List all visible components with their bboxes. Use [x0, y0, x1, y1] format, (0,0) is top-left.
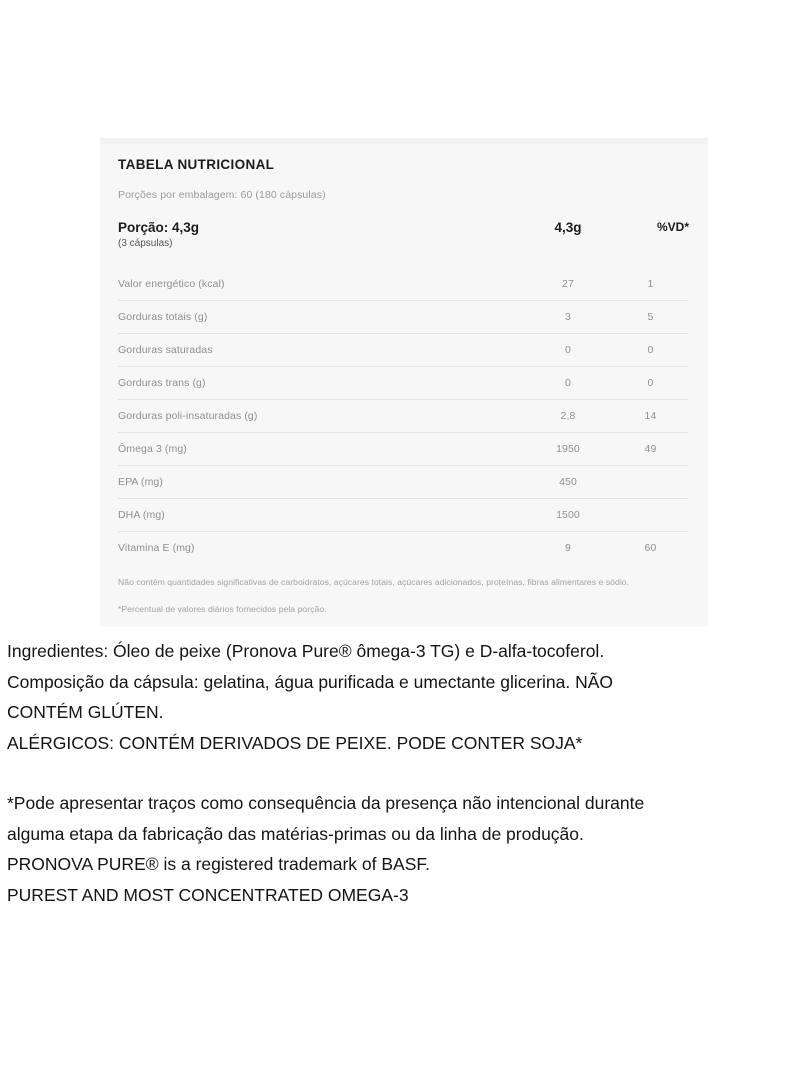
- page-title: TABELA NUTRICIONAL: [118, 157, 275, 172]
- nutrient-daily-value: 49: [613, 433, 688, 466]
- nutrition-table: [118, 268, 688, 564]
- copy-line: Composição da cápsula: gelatina, água purificada e umectante glicerina. NÃO: [7, 671, 614, 692]
- table-row: [118, 367, 688, 400]
- nutrient-amount: 450: [523, 466, 613, 499]
- nutrient-daily-value: 60: [644, 542, 657, 554]
- table-row: [118, 499, 688, 532]
- nutrient-name: Ômega 3 (mg): [118, 433, 523, 466]
- footnote-daily-value: *Percentual de valores diários fornecidos pela porção.: [118, 604, 327, 614]
- nutrition-table-body: [118, 268, 688, 564]
- nutrient-amount: 27: [523, 268, 613, 301]
- table-row: [118, 433, 688, 466]
- nutrient-name: Gorduras totais (g): [118, 301, 523, 334]
- copy-line: CONTÉM GLÚTEN.: [7, 702, 164, 722]
- table-header-row: [118, 219, 688, 259]
- nutrient-daily-value: 14: [613, 400, 688, 433]
- panel-footnotes: [118, 576, 688, 615]
- table-row: [118, 334, 688, 367]
- nutrient-amount: 0: [523, 334, 613, 367]
- copy-line: ALÉRGICOS: CONTÉM DERIVADOS DE PEIXE. PODE CONTER SOJA*: [7, 732, 583, 753]
- column-header-amount: 4,3g: [554, 220, 582, 235]
- portion-label: Porção: 4,3g: [118, 220, 200, 235]
- panel-content: [100, 138, 708, 627]
- nutrient-name: Vitamina E (mg): [118, 542, 195, 554]
- nutrient-daily-value: 0: [613, 334, 688, 367]
- ingredients-section: [7, 636, 797, 910]
- ingredients-block: [7, 636, 797, 758]
- table-row: [118, 532, 688, 565]
- nutrient-amount: 2,8: [523, 400, 613, 433]
- nutrient-amount: 3: [523, 301, 613, 334]
- nutrient-daily-value: 1: [613, 268, 688, 301]
- table-row: [118, 466, 688, 499]
- nutrient-name: Gorduras trans (g): [118, 367, 523, 400]
- nutrient-amount: 1950: [523, 433, 613, 466]
- nutrient-amount: 0: [523, 367, 613, 400]
- nutrient-name: Gorduras poli-insaturadas (g): [118, 400, 523, 433]
- copy-line: Ingredientes: Óleo de peixe (Pronova Pure® ômega-3 TG) e D-alfa-tocoferol.: [7, 641, 605, 661]
- servings-per-container: Porções por embalagem: 60 (180 cápsulas): [118, 189, 326, 201]
- disclaimer-block: [7, 788, 797, 910]
- paragraph-spacer: [7, 758, 797, 788]
- nutrient-name: EPA (mg): [118, 466, 523, 499]
- nutrient-amount: 9: [565, 542, 571, 554]
- nutrient-daily-value: [613, 466, 688, 499]
- copy-line: PUREST AND MOST CONCENTRATED OMEGA-3: [7, 884, 409, 905]
- table-row: [118, 400, 688, 433]
- table-row: [118, 268, 688, 301]
- nutrient-daily-value: 0: [613, 367, 688, 400]
- footnote-no-significant-amounts: Não contém quantidades significativas de carboidratos, açúcares totais, açúcares adicionados, proteínas, fibras alimentares e sódio.: [118, 577, 630, 587]
- copy-line: alguma etapa da fabricação das matérias-primas ou da linha de produção.: [7, 823, 584, 844]
- table-row: [118, 301, 688, 334]
- nutrient-name: Valor energético (kcal): [118, 268, 523, 301]
- nutrition-facts-panel: [100, 138, 708, 627]
- nutrient-daily-value: [613, 499, 688, 532]
- column-header-daily-value: %VD*: [656, 220, 689, 234]
- nutrient-amount: 1500: [523, 499, 613, 532]
- nutrient-name: Gorduras saturadas: [118, 334, 523, 367]
- copy-line: PRONOVA PURE® is a registered trademark of BASF.: [7, 854, 430, 874]
- nutrient-name: DHA (mg): [118, 499, 523, 532]
- copy-line: *Pode apresentar traços como consequência da presença não intencional durante: [7, 793, 645, 813]
- nutrient-daily-value: 5: [613, 301, 688, 334]
- portion-sublabel: (3 cápsulas): [118, 238, 173, 249]
